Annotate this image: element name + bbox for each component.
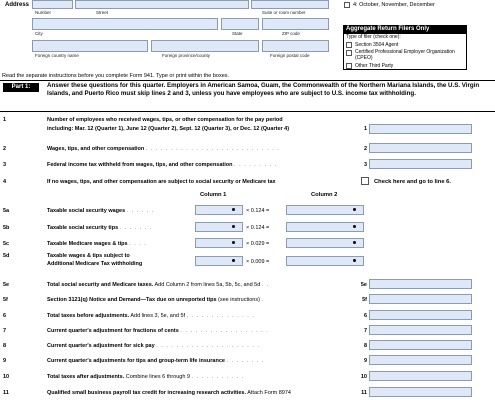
line6-amount[interactable] (369, 310, 472, 320)
line9-number: 9 (3, 358, 7, 364)
decimal-point (353, 259, 356, 262)
line5b-column1[interactable] (195, 222, 243, 232)
line1-text-b: including: Mar. 12 (Quarter 1), June 12 (Quarter 2), Sept. 12 (Quarter 3), or Dec. 12 (Quarter 4) (47, 126, 290, 132)
aggregate-type-label: Type of filer (check one): (346, 34, 401, 40)
city-caption: City (35, 31, 43, 36)
line9-ref: 9 (363, 358, 367, 364)
line10-amount[interactable] (369, 371, 472, 381)
line5f-number: 5f (3, 297, 8, 303)
line7-text: Current quarter's adjustment for fractions of cents . . . . . . . . . . . . . . . . . . (47, 328, 269, 334)
line5e-ref: 5e (360, 282, 367, 288)
column1-header: Column 1 (200, 192, 227, 198)
cpeo-label: Certified Professional Employer Organization (CPEO) (355, 49, 455, 61)
aggregate-title: Aggregate Return Filers Only (343, 25, 467, 33)
line6-text: Total taxes before adjustments. Add lines 3, 5e, and 5f . . . . . . . . . . . . . . (47, 313, 255, 319)
line8-amount[interactable] (369, 340, 472, 350)
line5b-multiplier: × 0.124 = (246, 225, 270, 231)
line10-ref: 10 (360, 374, 367, 380)
city-field[interactable] (32, 18, 218, 30)
line5a-column2[interactable] (286, 205, 364, 215)
line1-text-a: Number of employees who received wages, tips, or other compensation for the pay period (47, 117, 283, 123)
line7-amount[interactable] (369, 325, 472, 335)
decimal-point (232, 225, 235, 228)
line5a-multiplier: × 0.124 = (246, 208, 270, 214)
line3-ref: 3 (363, 162, 367, 168)
street-caption: Street (96, 10, 109, 15)
other-third-party-checkbox[interactable] (346, 63, 352, 69)
line5d-number: 5d (3, 253, 10, 259)
decimal-point (232, 241, 235, 244)
line5c-text: Taxable Medicare wages & tips . . . . (47, 241, 147, 247)
state-caption: State (232, 31, 243, 36)
foreign-province-caption: Foreign province/county (162, 53, 211, 58)
instructions-text: Read the separate instructions before you complete Form 941. Type or print within the boxes. (2, 73, 230, 79)
zip-field[interactable] (262, 18, 329, 30)
number-caption: Number (35, 10, 52, 15)
quarter-4-label: 4: October, November, December (353, 2, 435, 8)
address-suite-field[interactable] (251, 0, 329, 9)
decimal-point (232, 208, 235, 211)
line5c-column1[interactable] (195, 238, 243, 248)
line7-number: 7 (3, 328, 7, 334)
line3-number: 3 (3, 162, 7, 168)
quarter-4-checkbox[interactable] (344, 2, 350, 8)
line5c-multiplier: × 0.029 = (246, 241, 270, 247)
part1-tag: Part 1: (3, 83, 39, 92)
line2-text: Wages, tips, and other compensation . . . . . . . . . . . . . . . . . . . . . . . . . . . (47, 146, 280, 152)
line10-text: Total taxes after adjustments. Combine lines 6 through 9 . . . . . . . . . . . (47, 374, 245, 380)
decimal-point (353, 208, 356, 211)
line5a-number: 5a (3, 208, 10, 214)
line8-number: 8 (3, 343, 7, 349)
line2-number: 2 (3, 146, 7, 152)
column2-header: Column 2 (311, 192, 338, 198)
address-number-field[interactable] (32, 0, 73, 9)
foreign-postal-field[interactable] (262, 40, 329, 52)
line5b-column2[interactable] (286, 222, 364, 232)
address-street-field[interactable] (75, 0, 249, 9)
line5a-column1[interactable] (195, 205, 243, 215)
line8-ref: 8 (363, 343, 367, 349)
line4-text: If no wages, tips, and other compensation are subject to social security or Medicare tax (47, 179, 276, 185)
state-field[interactable] (221, 18, 259, 30)
address-label: Address (5, 2, 30, 8)
other-third-party-label: Other Third Party (355, 63, 394, 69)
line5d-text-b: Additional Medicare Tax withholding (47, 261, 143, 267)
line1-amount[interactable] (369, 124, 472, 134)
line5c-number: 5c (3, 241, 10, 247)
line5d-multiplier: × 0.009 = (246, 259, 270, 265)
line7-ref: 7 (363, 328, 367, 334)
line5f-amount[interactable] (369, 294, 472, 304)
part1-heading: Answer these questions for this quarter. Employers in American Samoa, Guam, the Commonwealth of the Northern Mariana Islands, the U.S. Virgin Islands, and Puerto Rico must skip lines 2 and 3, unless you have employees who are subject to U.S. income tax withholding. (47, 82, 480, 97)
line1-number: 1 (3, 117, 7, 123)
foreign-country-caption: Foreign country name (35, 53, 79, 58)
line11-amount[interactable] (369, 387, 472, 397)
foreign-country-field[interactable] (32, 40, 148, 52)
section-3504-checkbox[interactable] (346, 42, 352, 48)
zip-caption: ZIP code (282, 31, 300, 36)
part1-rule (0, 80, 495, 81)
line4-checkbox[interactable] (361, 177, 369, 185)
part1-rule-bottom (0, 111, 495, 112)
line6-ref: 6 (363, 313, 367, 319)
line5f-ref: 5f (362, 297, 367, 303)
line5d-text-a: Taxable wages & tips subject to (47, 253, 130, 259)
line11-text: Qualified small business payroll tax credit for increasing research activities. Attach Form 8974 (47, 390, 291, 396)
line5b-number: 5b (3, 225, 10, 231)
decimal-point (232, 259, 235, 262)
line5e-number: 5e (3, 282, 10, 288)
line4-check-label: Check here and go to line 6. (374, 179, 451, 185)
line4-number: 4 (3, 179, 7, 185)
line5d-column2[interactable] (286, 256, 364, 266)
line5b-text: Taxable social security tips . . . . . . . (47, 225, 153, 231)
line10-number: 10 (3, 374, 10, 380)
line5f-text: Section 3121(q) Notice and Demand—Tax due on unreported tips (see instructions) . (47, 297, 264, 303)
cpeo-checkbox[interactable] (346, 50, 352, 56)
line5d-column1[interactable] (195, 256, 243, 266)
line6-number: 6 (3, 313, 7, 319)
line5e-amount[interactable] (369, 279, 472, 289)
line2-ref: 2 (363, 146, 367, 152)
line11-ref: 11 (361, 390, 367, 396)
line8-text: Current quarter's adjustment for sick pay . . . . . . . . . . . . . . . . . . . . . (47, 343, 260, 349)
line11-number: 11 (3, 390, 9, 396)
line2-amount[interactable] (369, 143, 472, 153)
foreign-province-field[interactable] (151, 40, 259, 52)
line9-amount[interactable] (369, 355, 472, 365)
decimal-point (353, 225, 356, 228)
line5a-text: Taxable social security wages . . . . . . (47, 208, 155, 214)
line5c-column2[interactable] (286, 238, 364, 248)
line5e-text: Total social security and Medicare taxes. Add Column 2 from lines 5a, 5b, 5c, and 5d . . (47, 282, 270, 288)
section-3504-label: Section 3504 Agent (355, 42, 399, 48)
line9-text: Current quarter's adjustments for tips and group-term life insurance . . . . . . . . (47, 358, 265, 364)
decimal-point (353, 241, 356, 244)
suite-caption: Suite or room number (262, 10, 306, 15)
line1-ref: 1 (363, 126, 367, 132)
line3-text: Federal income tax withheld from wages, tips, and other compensation . . . . . . . . . (47, 162, 278, 168)
line3-amount[interactable] (369, 159, 472, 169)
foreign-postal-caption: Foreign postal code (270, 53, 310, 58)
